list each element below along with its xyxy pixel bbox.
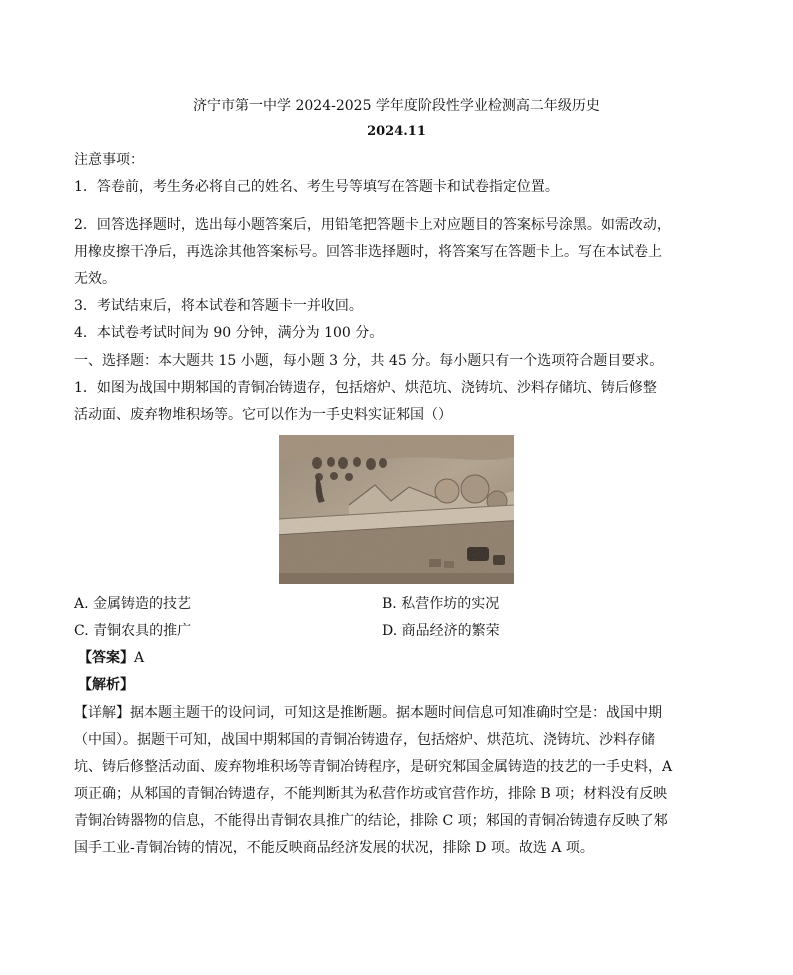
notice-item-2-line3: 无效。 — [74, 271, 116, 287]
detail-line-3: 坑、铸后修整活动面、废弃物堆积场等青铜冶铸程序，是研究邾国金属铸造的技艺的一手史料，A — [74, 759, 673, 775]
question-1-stem-line1: 1．如图为战国中期邾国的青铜冶铸遗存，包括熔炉、烘范坑、浇铸坑、沙料存储坑、铸后修整 — [74, 380, 657, 396]
option-d: D. 商品经济的繁荣 — [382, 623, 500, 639]
notice-item-3: 3．考试结束后，将本试卷和答题卡一并收回。 — [74, 298, 363, 314]
notice-item-4: 4．本试卷考试时间为 90 分钟，满分为 100 分。 — [74, 325, 384, 341]
analysis-label: 【解析】 — [78, 677, 134, 693]
notice-heading: 注意事项： — [74, 152, 144, 168]
detail-line-6: 国手工业-青铜冶铸的情况，不能反映商品经济发展的状况，排除 D 项。故选 A 项。 — [74, 840, 594, 856]
detail-line-2: （中国）。据题干可知，战国中期邾国的青铜冶铸遗存，包括熔炉、烘范坑、浇铸坑、沙料存储 — [74, 732, 655, 748]
detail-line-1: 【详解】据本题主题干的设问词，可知这是推断题。据本题时间信息可知准确时空是：战国中期 — [74, 705, 662, 721]
option-c: C. 青铜农具的推广 — [74, 623, 192, 639]
option-b: B. 私营作坊的实况 — [382, 596, 500, 612]
detail-line-5: 青铜冶铸器物的信息，不能得出青铜农具推广的结论，排除 C 项；邾国的青铜冶铸遗存反映了邾 — [74, 813, 668, 829]
answer-value: A — [134, 650, 145, 666]
notice-item-1: 1．答卷前，考生务必将自己的姓名、考生号等填写在答题卡和试卷指定位置。 — [74, 179, 559, 195]
notice-item-2-line2: 用橡皮擦干净后，再选涂其他答案标号。回答非选择题时，将答案写在答题卡上。写在本试卷上 — [74, 244, 662, 260]
notice-item-2-line1: 2．回答选择题时，选出每小题答案后，用铅笔把答题卡上对应题目的答案标号涂黑。如需改动， — [74, 217, 671, 233]
exam-date: 2024.11 — [367, 124, 426, 139]
exam-title: 济宁市第一中学 2024-2025 学年度阶段性学业检测高二年级历史 — [193, 98, 600, 114]
detail-line-4: 项正确；从邾国的青铜冶铸遗存，不能判断其为私营作坊或官营作坊，排除 B 项；材料没有反映 — [74, 786, 668, 802]
option-a: A. 金属铸造的技艺 — [74, 596, 192, 612]
question-1-stem-line2: 活动面、废弃物堆积场等。它可以作为一手史料实证邾国（） — [74, 407, 452, 423]
answer-line — [78, 648, 678, 668]
bronze-foundry-remains-photo — [279, 435, 514, 584]
answer-label: 【答案】 — [78, 650, 134, 666]
section-heading: 一、选择题：本大题共 15 小题，每小题 3 分，共 45 分。每小题只有一个选项符合题目要求。 — [74, 353, 664, 369]
